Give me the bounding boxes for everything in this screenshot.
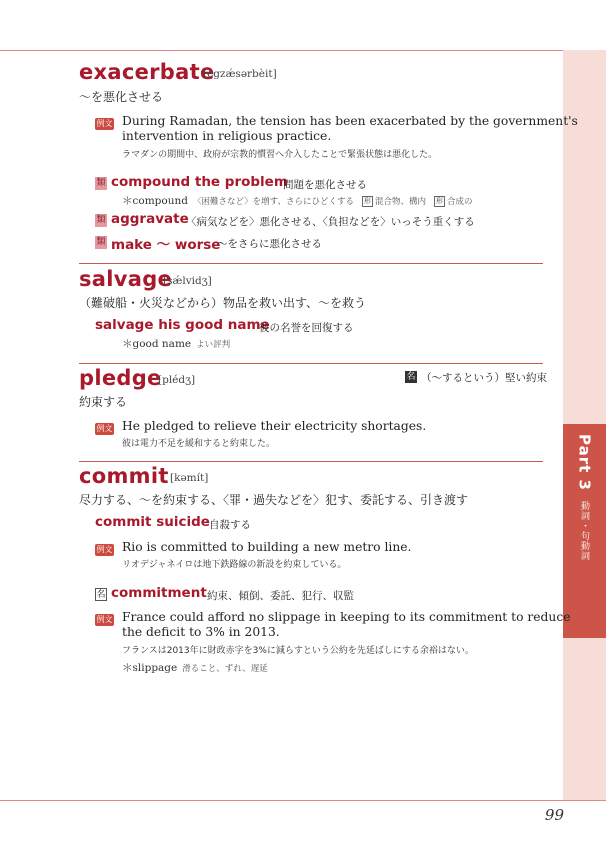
synonym-gloss: ～をさらに悪化させる: [217, 238, 322, 250]
example-en: France could afford no slippage in keeping to its commitment to reduce: [122, 610, 571, 624]
example-badge: 例文: [96, 615, 113, 624]
note-gloss: 合成の: [446, 197, 473, 207]
phrase-salvage: salvage his good name: [95, 317, 270, 333]
example-ja: ラマダンの期間中、政府が宗教的慣習へ介入したことで緊張状態は悪化した。: [122, 150, 438, 160]
phrase-gloss: 彼の名誉を回復する: [259, 322, 354, 334]
pron-salvage: [sǽlvidʒ]: [163, 275, 212, 287]
headword-pledge: pledge: [79, 366, 162, 390]
pos-box: 形: [363, 197, 371, 205]
example-badge: 例文: [96, 119, 113, 128]
example-ja: 彼は電力不足を緩和すると約束した。: [122, 439, 276, 449]
example-ja: フランスは2013年に財政赤字を3%に減らすという公約を先延ばしにする余裕はない。: [122, 646, 474, 656]
synonym-phrase: compound the problem: [111, 174, 288, 190]
note-mark: ＊: [122, 662, 133, 674]
def-salvage: （難破船・火災などから）物品を救い出す、～を救う: [79, 296, 367, 310]
entry-divider: [79, 263, 543, 264]
headword-salvage: salvage: [79, 267, 173, 291]
synonym-gloss: 〈病気などを〉悪化させる、〈負担などを〉いっそう重くする: [186, 216, 475, 228]
pron-pledge: [plédʒ]: [158, 374, 196, 386]
synonym-badge: 類: [96, 215, 106, 225]
note-mark: ＊: [122, 338, 133, 350]
phrase-commit: commit suicide: [95, 514, 210, 530]
example-en: During Ramadan, the tension has been exacerbated by the government's: [122, 114, 578, 128]
entry-divider: [79, 363, 543, 364]
note-compound: [122, 193, 472, 208]
synonym-badge: 類: [96, 237, 106, 247]
example-badge: 例文: [96, 545, 113, 554]
note-gloss: よい評判: [196, 340, 231, 350]
headword-exacerbate: exacerbate: [79, 60, 215, 84]
def-commit: 尽力する、～を約束する、〈罪・過失などを〉犯す、委託する、引き渡す: [79, 493, 469, 507]
example-ja: リオデジャネイロは地下鉄路線の新設を約束している。: [122, 560, 347, 570]
note-good-name: [122, 336, 230, 351]
synonym-gloss: 問題を悪化させる: [283, 179, 367, 191]
note-word: good name: [132, 338, 192, 350]
synonym-badge: 類: [96, 178, 106, 188]
note-mark: ＊: [122, 195, 133, 207]
page-number: 99: [544, 806, 564, 824]
example-badge: 例文: [96, 424, 113, 433]
bottom-rule: [0, 800, 606, 801]
phrase-gloss: 自殺する: [209, 519, 251, 531]
note-word: compound: [132, 195, 188, 207]
example-en: the deficit to 3% in 2013.: [122, 625, 280, 639]
note-gloss: 〈困難さなど〉を増す、さらにひどくする: [192, 197, 354, 207]
example-en: He pledged to relieve their electricity shortages.: [122, 419, 427, 433]
note-word: slippage: [132, 662, 178, 674]
pos-box: 形: [435, 197, 443, 205]
note-gloss: 滑ること、ずれ、遅延: [182, 664, 268, 674]
noun-gloss: 約束、傾倒、委託、犯行、収監: [207, 590, 354, 602]
def-exacerbate: ～を悪化させる: [79, 90, 164, 104]
note-gloss: 混合物、構内: [374, 197, 426, 207]
def-pledge: 約束する: [79, 395, 128, 409]
pron-exacerbate: [egzǽsərbèit]: [203, 68, 277, 80]
noun-phrase: commitment: [111, 585, 207, 601]
example-en: intervention in religious practice.: [122, 129, 332, 143]
noun-gloss: （～するという）堅い約束: [421, 372, 547, 384]
example-en: Rio is committed to building a new metro line.: [122, 540, 412, 554]
pron-commit: [kəmít]: [170, 472, 209, 484]
synonym-phrase: make ～ worse: [111, 237, 221, 253]
noun-badge: 名: [96, 590, 106, 600]
top-rule: [0, 50, 606, 51]
synonym-phrase: aggravate: [111, 211, 189, 227]
part-tab: [563, 424, 606, 638]
part-subtitle: 動詞・句動詞: [579, 500, 589, 561]
part-label: Part 3: [575, 434, 594, 491]
entry-divider: [79, 461, 543, 462]
note-slippage: [122, 660, 268, 675]
noun-badge: 名: [406, 372, 416, 382]
headword-commit: commit: [79, 464, 169, 488]
